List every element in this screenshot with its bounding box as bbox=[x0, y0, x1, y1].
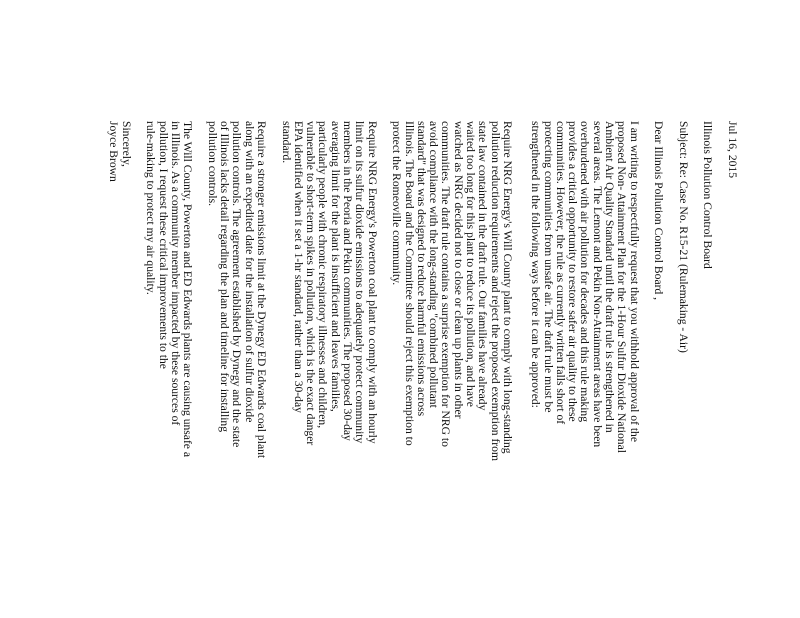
paragraph-line: protect the Romeoville community. bbox=[390, 121, 404, 286]
paragraph-line: standard" that was designed to reduce harmful emissions across bbox=[414, 121, 428, 417]
letter-paragraph bbox=[206, 121, 267, 618]
paragraph-line: state law contained in the draft rule. Our families have already bbox=[476, 121, 490, 411]
paragraph-line: in Illinois. As a community member impacted by these sources of bbox=[168, 121, 182, 426]
letter-subject: Subject: Re: Case No. R15-21 (Rulemaking - Air) bbox=[676, 121, 690, 353]
paragraph-line: particularly people with chronic respiratory illnesses and children, bbox=[316, 121, 330, 429]
letter-recipient: Illinois Pollution Control Board bbox=[701, 121, 715, 269]
paragraph-line: Require a stronger emissions limit at the Dynegy ED Edwards coal plant bbox=[255, 121, 269, 459]
paragraph-line: watched as NRG decided not to close or clean up plants in other bbox=[451, 121, 465, 419]
paragraph-line: strengthened in the following ways before it can be approved: bbox=[529, 121, 543, 408]
letter-body bbox=[132, 121, 640, 618]
paragraph-line: limit on its sulfur dioxide emissions to adequately protect community bbox=[353, 121, 367, 444]
paragraph-line: I am writing to respectfully request that you withhold approval of the bbox=[627, 121, 641, 443]
paragraph-line: pollution controls. bbox=[205, 121, 219, 207]
paragraph-line: avoid compliance with the long-standing "combined pollutant bbox=[427, 121, 441, 408]
letter-paragraph bbox=[279, 121, 377, 618]
paragraph-line: provides a critical opportunity to restore safer air quality to these bbox=[566, 121, 580, 422]
paragraph-line: proposed Non- Attainment Plan for the 1-Hour Sulfur Dioxide National bbox=[615, 121, 629, 453]
paragraph-line: Require NRG Energy's Powerton coal plant to comply with an hourly bbox=[365, 121, 379, 444]
paragraph-line: pollution, I request these critical improvements to the bbox=[156, 121, 170, 369]
letter-signature: Joyce Brown bbox=[107, 121, 121, 182]
paragraph-line: protecting communities from unsafe air. The draft rule must be bbox=[541, 121, 555, 413]
paragraph-line: of Illinois lacks detail regarding the plan and timeline for installing bbox=[218, 121, 232, 433]
paragraph-line: standard. bbox=[279, 121, 293, 164]
paragraph-line: waited too long for this plant to reduce its pollution, and have bbox=[464, 121, 478, 407]
paragraph-line: EPA identified when it set a 1-hr standard, rather than a 30-day bbox=[291, 121, 305, 413]
paragraph-line: Illinois. The Board and the Committee should reject this exemption to bbox=[402, 121, 416, 446]
paragraph-line: pollution reduction requirements and reject the proposed exemption from bbox=[488, 121, 502, 461]
paragraph-line: The Will County, Powerton and ED Edwards plants are causing unsafe a bbox=[181, 121, 195, 457]
letter-paragraph bbox=[390, 121, 513, 618]
letter-salutation: Dear Illinois Pollution Control Board , bbox=[652, 121, 666, 301]
letter-closing: Sincerely, bbox=[119, 121, 133, 167]
paragraph-line: averaging limit for the plant is insufficient and leaves families, bbox=[328, 121, 342, 412]
rotated-letter bbox=[107, 121, 738, 618]
paragraph-line: rule-making to protect my air quality. bbox=[144, 121, 158, 295]
paragraph-line: communities. The draft rule contains a surprise exemption for NRG to bbox=[439, 121, 453, 447]
paragraph-line: members in the Peoria and Pekin communities. The proposed 30-day bbox=[341, 121, 355, 441]
paragraph-line: vulnerable to short-term spikes in pollution, which is the exact danger bbox=[304, 121, 318, 446]
letter-paragraph bbox=[529, 121, 640, 618]
paragraph-line: several areas. The Lemont and Pekin Non-Attainment areas have been bbox=[590, 121, 604, 448]
letter-paragraph bbox=[144, 121, 193, 618]
paragraph-line: communities. However, the rule as currently written falls short of bbox=[553, 121, 567, 425]
paragraph-line: overburdened with air pollution for decades and this rule making bbox=[578, 121, 592, 423]
paragraph-line: Require NRG Energy's Will County plant to comply with long-standing bbox=[500, 121, 514, 454]
paragraph-line: along with an expedited date for the installation of sulfur dioxide bbox=[242, 121, 256, 423]
paragraph-line: Ambient Air Quality Standard until the draft rule is strengthened in bbox=[603, 121, 617, 433]
letter-date: Jul 16, 2015 bbox=[726, 121, 739, 179]
paragraph-line: pollution controls. The agreement established by Dynegy and the state bbox=[230, 121, 244, 448]
